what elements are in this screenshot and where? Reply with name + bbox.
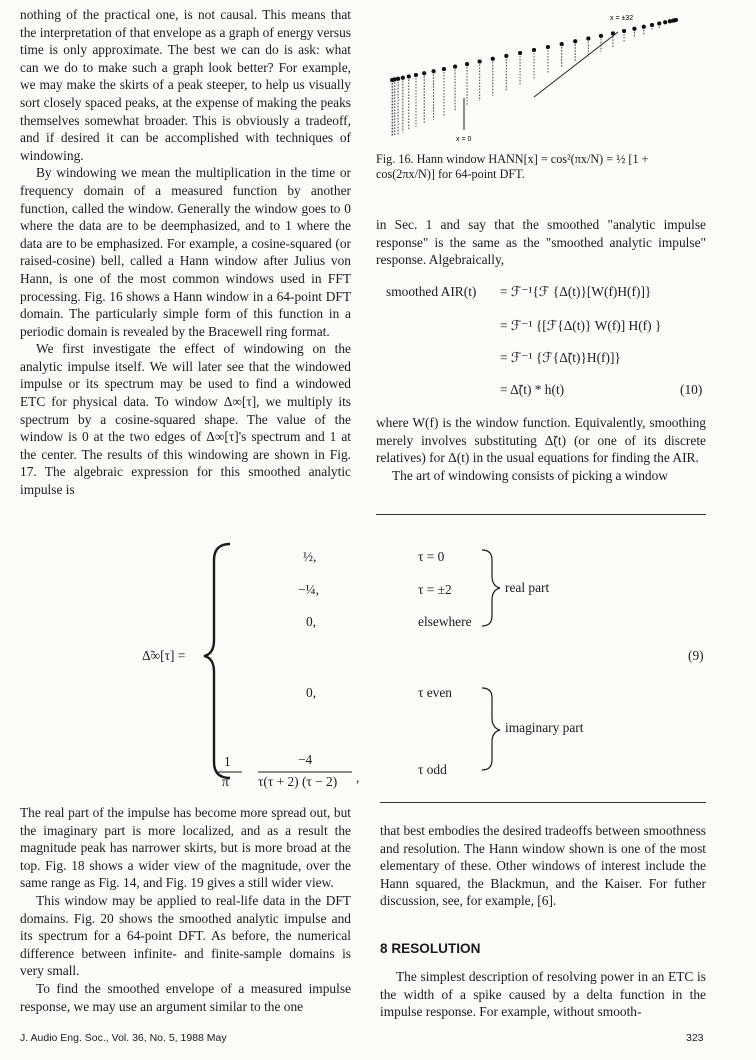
eq10-line1: = ℱ⁻¹{ℱ {Δ(t)}[W(f)H(f)]} [500, 284, 652, 299]
paragraph: that best embodies the desired tradeoffs between smoothness and resolution. The Hann window shown is one of the most elementary of these. Other windows of interest include the Hann squared, the Blackmun, and the Kaiser. For futher discussion, see, for example, [6]. [380, 823, 706, 909]
ring-point [573, 39, 577, 43]
eq9-imag-label: imaginary part [505, 720, 584, 735]
paragraph: This window may be applied to real-life data in the DFT domains. Fig. 20 shows the smoothed analytic impulse and its spectrum for a 64-point DFT. As before, the numerical difference between infinite- and finite-sample domains is very small. [20, 892, 351, 979]
paragraph: where W(f) is the window function. Equivalently, smoothing merely involves substituting Δ̃(t) (or one of its discrete relatives) for Δ(t) in the usual equations for finding the AIR. [376, 415, 706, 466]
ring-point [622, 29, 626, 33]
ring-point [586, 37, 590, 41]
eq9-cond-3: elsewhere [418, 614, 472, 629]
ring-point [442, 67, 446, 71]
ring-point [478, 59, 482, 63]
paragraph: The real part of the impulse has become more spread out, but the imaginary part is more localized, and as a result the magnitude peak has narrower skirts, but is more broad at the top. Fig. 18 shows a wider view of the magnitude, over the same range as Fig. 14, and Fig. 19 gives a still wider view. [20, 805, 351, 891]
ring-point [663, 20, 667, 24]
eq9-frac-pre-num: 1 [224, 754, 231, 769]
right-column-bottom-2 [380, 968, 706, 1021]
ring-point [422, 71, 426, 75]
ring-point [657, 22, 661, 26]
eq9-cond-1: τ = 0 [418, 549, 445, 564]
ring-point [465, 62, 469, 66]
ring-point [407, 74, 411, 78]
ring-point [432, 69, 436, 73]
ring-point [391, 78, 395, 82]
eq9-value-2: −¼, [298, 582, 319, 597]
eq9-cond-5: τ odd [418, 762, 447, 777]
eq9-cond-2: τ = ±2 [418, 582, 452, 597]
eq9-value-3: 0, [306, 614, 317, 629]
ring-point [599, 34, 603, 38]
paragraph: The simplest description of resolving power in an ETC is the width of a spike caused by a delta function in the impulse response. For example, without smooth- [380, 969, 706, 1020]
ring-point [504, 54, 508, 58]
paragraph: in Sec. 1 and say that the smoothed "analytic impulse response" is the same as the "smoothed analytic impulse" response. Algebraically, [376, 217, 706, 268]
right-column-bottom [380, 822, 706, 910]
paragraph: To find the smoothed envelope of a measured impulse response, we may use an argument similar to the one [20, 980, 351, 1014]
eq9-frac-den: τ(τ + 2) (τ − 2) [258, 774, 338, 789]
ring-point [414, 73, 418, 77]
section-heading: 8 RESOLUTION [380, 941, 481, 956]
eq9-frac-pre-den: π [222, 774, 229, 789]
journal-citation: J. Audio Eng. Soc., Vol. 36, No. 5, 1988 May [20, 1032, 227, 1044]
ring-point [671, 19, 675, 23]
ring-point [632, 27, 636, 31]
eq9-comma: , [356, 770, 360, 785]
ring-point [401, 76, 405, 80]
ring-point [453, 65, 457, 69]
ring-point [491, 57, 495, 61]
ring-point [642, 25, 646, 29]
equation-9-braces [200, 540, 520, 790]
eq9-real-label: real part [505, 580, 550, 595]
right-column-top-intro [376, 216, 706, 269]
right-column-top-body [376, 414, 706, 484]
label-x-0: x = 0 [456, 136, 472, 143]
left-column-bottom [20, 804, 351, 1015]
ring-point [532, 48, 536, 52]
ring-point [668, 19, 672, 23]
eq9-value-1: ½, [303, 549, 317, 564]
ring-point [396, 77, 400, 81]
paragraph: We first investigate the effect of windowing on the analytic impulse itself. We will later see that the windowed impulse or its spectrum may be used to find a windowed ETC for physical data. To window Δ∞[τ], we multiply its spectrum by a cosine-squared shape. The value of the window is 0 at the two edges of Δ∞[τ]'s spectrum and 1 at the center. The results of this windowing are shown in Fig. 17. The algebraic expression for this smoothed analytic impulse is [20, 341, 351, 498]
ring-point [560, 42, 564, 46]
eq9-number: (9) [688, 648, 704, 663]
hann-window-ring-figure [384, 2, 704, 144]
ring-point [518, 51, 522, 55]
label-x-32: x = ±32 [610, 15, 634, 22]
eq9-lhs: Δ̃∞[τ] = [142, 648, 186, 663]
eq10-number: (10) [680, 382, 703, 397]
left-column-top [20, 6, 351, 499]
ring-point [650, 23, 654, 27]
figure-caption: Fig. 16. Hann window HANN[x] = cos²(πx/N) = ½ [1 + cos(2πx/N)] for 64-point DFT. [376, 152, 649, 181]
paragraph: The art of windowing consists of picking a window [392, 467, 668, 483]
ring-stems [392, 20, 676, 137]
eq9-cond-4: τ even [418, 685, 453, 700]
eq9-value-4: 0, [306, 685, 317, 700]
eq9-frac-num: −4 [298, 752, 313, 767]
paragraph: nothing of the practical one, is not causal. This means that the interpretation of that envelope as a graph of energy versus time is only approximate. The best we can do is ask: what can we do to make such a graph look better? For example, we may make the skirts of a peak steeper, to help us visually sort closely spaced peaks, at the expense of making the peaks themselves somewhat broader. This is obviously a tradeoff, and if desired it can be accomplished with techniques of windowing. [20, 7, 351, 163]
rule-top [376, 514, 706, 515]
eq10-line4: = Δ̃(t) * h(t) [500, 382, 565, 397]
eq10-line2: = ℱ⁻¹ {[ℱ{Δ(t)} W(f)] H(f) } [500, 318, 662, 333]
paragraph: By windowing we mean the multiplication in the time or frequency domain of a measured function by another function, called the window. Generally the window goes to 0 where the data are to be deemphasized, and to 1 where the data are to be emphasized. For example, a cosine-squared (or raised-cosine) bell, called a Hann window after Julius von Hann, is one of the most common windows used in FFT processing. Fig. 16 shows a Hann window in a 64-point DFT domain. The particularly simple form of this function in a periodic domain is revealed by the Bracewell ring format. [20, 165, 351, 339]
rule-bottom [380, 802, 706, 803]
eq10-lhs: smoothed AIR(t) [386, 284, 477, 299]
eq10-line3: = ℱ⁻¹ {ℱ{Δ̃(t)}H(f)]} [500, 350, 621, 365]
page-number: 323 [686, 1032, 704, 1044]
ring-point [546, 45, 550, 49]
